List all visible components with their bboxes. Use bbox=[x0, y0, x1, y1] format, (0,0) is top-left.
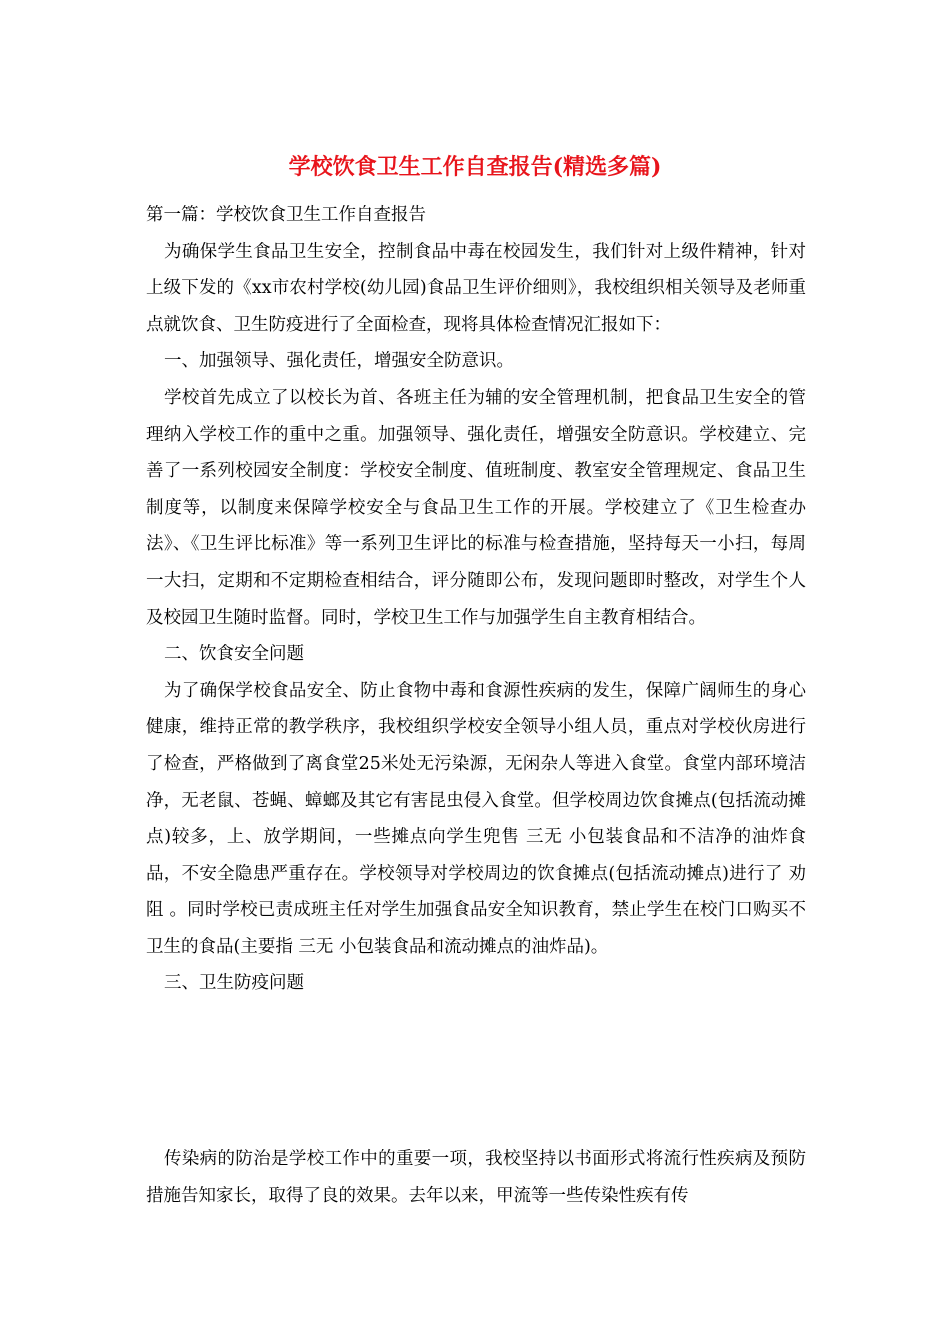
section-subtitle: 第一篇：学校饮食卫生工作自查报告 bbox=[146, 205, 426, 225]
paragraph-section-2: 为了确保学校食品安全、防止食物中毒和食源性疾病的发生，保障广阔师生的身心健康，维持正常的教学秩序，我校组织学校安全领导小组人员，重点对学校伙房进行了检查，严格做到了离食堂25米处无污染源，无闲杂人等进入食堂。食堂内部环境洁净，无老鼠、苍蝇、蟑螂及其它有害昆虫侵入食堂。但学校周边饮食摊点(包括流动摊点)较多，上、放学期间，一些摊点向学生兜售 三无 小包装食品和不洁净的油炸食品，不安全隐患严重存在。学校领导对学校周边的饮食摊点(包括流动摊点)进行了 劝阻 。同时学校已责成班主任对学生加强食品安全知识教育，禁止学生在校门口购买不卫生的食品(主要指 三无 小包装食品和流动摊点的油炸品)。 bbox=[146, 680, 806, 957]
document-body bbox=[146, 197, 806, 1002]
document-body-continued bbox=[146, 1141, 806, 1214]
heading-section-3: 三、卫生防疫问题 bbox=[164, 973, 304, 994]
document-title: 学校饮食卫生工作自查报告(精选多篇) bbox=[288, 154, 662, 180]
paragraph-section-1: 学校首先成立了以校长为首、各班主任为辅的安全管理机制，把食品卫生安全的管理纳入学校工作的重中之重。加强领导、强化责任，增强安全防意识。学校建立、完善了一系列校园安全制度：学校安全制度、值班制度、教室安全管理规定、食品卫生制度等，以制度来保障学校安全与食品卫生工作的开展。学校建立了《卫生检查办法》、《卫生评比标准》等一系列卫生评比的标准与检查措施，坚持每天一小扫，每周一大扫，定期和不定期检查相结合，评分随即公布，发现问题即时整改，对学生个人及校园卫生随时监督。同时，学校卫生工作与加强学生自主教育相结合。 bbox=[146, 387, 806, 628]
paragraph-section-3: 传染病的防治是学校工作中的重要一项，我校坚持以书面形式将流行性疾病及预防措施告知家长，取得了良的效果。去年以来，甲流等一些传染性疾有传 bbox=[146, 1149, 806, 1206]
heading-section-2: 二、饮食安全问题 bbox=[164, 644, 304, 665]
heading-section-1: 一、加强领导、强化责任，增强安全防意识。 bbox=[164, 351, 514, 372]
paragraph-intro: 为确保学生食品卫生安全，控制食品中毒在校园发生，我们针对上级件精神，针对上级下发的《xx市农村学校(幼儿园)食品卫生评价细则》，我校组织相关领导及老师重点就饮食、卫生防疫进行了全面检查，现将具体检查情况汇报如下： bbox=[146, 241, 806, 335]
